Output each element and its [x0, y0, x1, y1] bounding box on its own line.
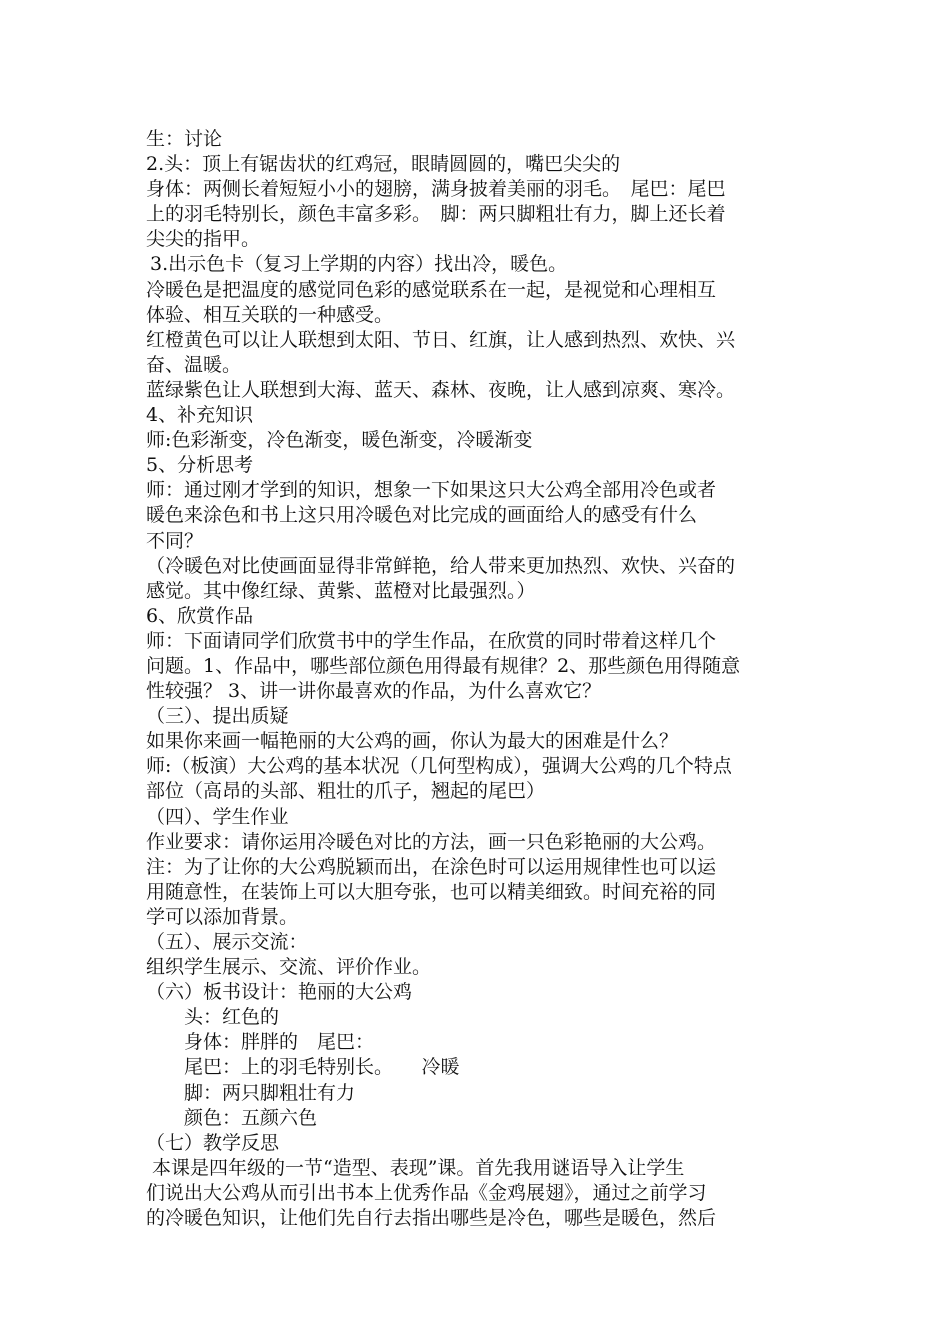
text-line: 性较强？ 3、讲一讲你最喜欢的作品，为什么喜欢它？ — [146, 680, 602, 703]
text-line: （冷暖色对比使画面显得非常鲜艳，给人带来更加热烈、欢快、兴奋的 — [146, 554, 736, 577]
text-line: 奋、温暖。 — [146, 353, 242, 376]
text-line: 上的羽毛特别长，颜色丰富多彩。 脚：两只脚粗壮有力，脚上还长着 — [146, 203, 726, 226]
text-line: 尖尖的指甲。 — [146, 228, 261, 251]
text-line: （四）、学生作业 — [146, 805, 289, 828]
text-line: 尾巴：上的羽毛特别长。 冷暖 — [184, 1056, 460, 1079]
text-line: 师:（板演）大公鸡的基本状况（几何型构成），强调大公鸡的几个特点 — [146, 755, 732, 778]
text-line: 作业要求：请你运用冷暖色对比的方法，画一只色彩艳丽的大公鸡。 — [146, 830, 717, 853]
text-line: 问题。1、作品中，哪些部位颜色用得最有规律？2、那些颜色用得随意 — [146, 654, 741, 677]
text-line: 的冷暖色知识，让他们先自行去指出哪些是冷色，哪些是暖色，然后 — [146, 1207, 717, 1230]
text-line: （七）教学反思 — [146, 1131, 280, 1154]
text-line: 用随意性，在装饰上可以大胆夸张，也可以精美细致。时间充裕的同 — [146, 880, 717, 903]
text-line: 红橙黄色可以让人联想到太阳、节日、红旗，让人感到热烈、欢快、兴 — [146, 328, 736, 351]
text-line: 部位（高昂的头部、粗壮的爪子，翘起的尾巴） — [146, 780, 546, 803]
text-line: 蓝绿紫色让人联想到大海、蓝天、森林、夜晚，让人感到凉爽、寒冷。 — [146, 378, 736, 401]
text-line: 注：为了让你的大公鸡脱颖而出，在涂色时可以运用规律性也可以运 — [146, 855, 717, 878]
document-body — [146, 127, 814, 1231]
text-line: 5、分析思考 — [146, 454, 254, 477]
text-line: 本课是四年级的一节“造型、表现”课。首先我用谜语导入让学生 — [152, 1156, 685, 1179]
text-line: 4、补充知识 — [146, 404, 254, 427]
text-line: 2.头：顶上有锯齿状的红鸡冠，眼睛圆圆的，嘴巴尖尖的 — [146, 153, 621, 176]
text-line: 脚：两只脚粗壮有力 — [184, 1081, 356, 1104]
text-line: 6、欣赏作品 — [146, 604, 254, 627]
text-line: （五）、展示交流： — [146, 931, 308, 953]
text-line: 体验、相互关联的一种感受。 — [146, 303, 394, 326]
text-line: 3.出示色卡（复习上学期的内容）找出冷，暖色。 — [150, 253, 568, 276]
text-line: 师：下面请同学们欣赏书中的学生作品，在欣赏的同时带着这样几个 — [146, 629, 717, 652]
text-line: 颜色：五颜六色 — [184, 1106, 318, 1129]
text-line: 师:色彩渐变，冷色渐变，暖色渐变，冷暖渐变 — [146, 429, 533, 452]
text-line: （三）、提出质疑 — [146, 705, 289, 728]
text-line: 学可以添加背景。 — [146, 905, 299, 928]
text-line: 生：讨论 — [146, 128, 223, 150]
text-line: 身体：胖胖的 尾巴： — [184, 1031, 375, 1054]
text-line: 们说出大公鸡从而引出书本上优秀作品《金鸡展翅》，通过之前学习 — [146, 1181, 707, 1204]
text-line: 如果你来画一幅艳丽的大公鸡的画，你认为最大的困难是什么？ — [146, 730, 679, 753]
text-line: 身体：两侧长着短短小小的翅膀，满身披着美丽的羽毛。 尾巴：尾巴 — [146, 178, 726, 201]
text-line: 头：红色的 — [184, 1006, 280, 1029]
text-line: 师：通过刚才学到的知识，想象一下如果这只大公鸡全部用冷色或者 — [146, 479, 717, 502]
text-line: （六）板书设计：艳丽的大公鸡 — [146, 981, 413, 1004]
text-line: 暖色来涂色和书上这只用冷暖色对比完成的画面给人的感受有什么 — [146, 504, 698, 527]
text-line: 感觉。其中像红绿、黄紫、蓝橙对比最强烈。） — [146, 579, 536, 602]
text-line: 不同？ — [146, 529, 204, 552]
text-line: 组织学生展示、交流、评价作业。 — [146, 956, 432, 979]
text-line: 冷暖色是把温度的感觉同色彩的感觉联系在一起，是视觉和心理相互 — [146, 278, 717, 301]
